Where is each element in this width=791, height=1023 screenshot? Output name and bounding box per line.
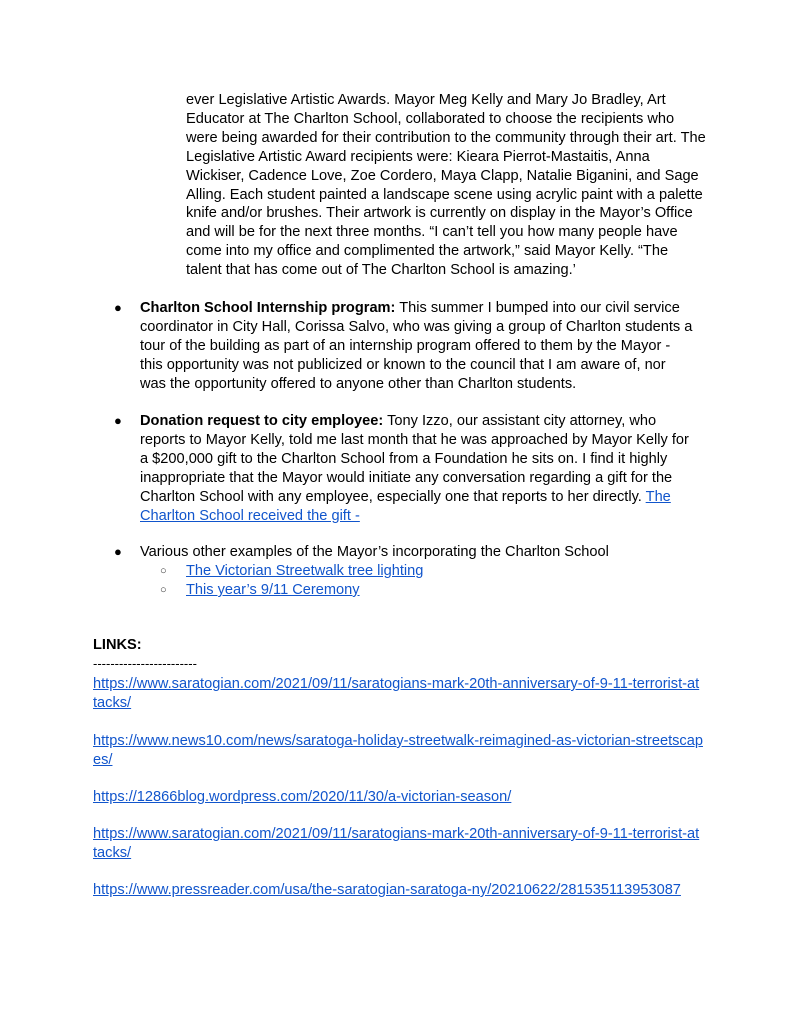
ceremony-911-link[interactable]: This year’s 9/11 Ceremony <box>186 582 360 598</box>
separator-line: ------------------------ <box>93 656 197 671</box>
bullet-internship-program <box>114 299 694 394</box>
sub-item-streetwalk <box>160 562 423 581</box>
links-heading: LINKS: <box>93 637 142 653</box>
sub-bullet-icon: ○ <box>160 565 167 577</box>
bullet-text: Various other examples of the Mayor’s incorporating the Charlton School <box>140 544 609 560</box>
bullet-heading: Charlton School Internship program: <box>140 300 396 316</box>
bullet-heading: Donation request to city employee: <box>140 413 384 429</box>
bullet-donation-request <box>114 412 694 525</box>
bullet-text: Tony Izzo, our assistant city attorney, who reports to Mayor Kelly, told me last month that he was approached by Mayor Kelly for a $200,000 gift to the Charlton School from a Foundation he sits on. I find it highly inappropriate that the Mayor would initiate any conversation regarding a gift for the Charlton School with any employee, especially one that reports to her directly. <box>140 413 689 505</box>
bullet-icon: ● <box>114 300 122 315</box>
bullet-text: This summer I bumped into our civil service coordinator in City Hall, Corissa Salvo, who was giving a group of Charlton students a tour of the building as part of an internship program offered to them by the Mayor - this opportunity was not publicized or known to the council that I am aware of, nor was the opportunity offered to anyone other than Charlton students. <box>140 300 693 392</box>
bullet-icon: ● <box>114 544 122 559</box>
bullet-icon: ● <box>114 413 122 428</box>
sub-item-ceremony <box>160 581 360 600</box>
link-saratogian-911-duplicate[interactable]: https://www.saratogian.com/2021/09/11/saratogians-mark-20th-anniversary-of-9-11-terrorist-attacks/ <box>93 826 700 861</box>
victorian-streetwalk-link[interactable]: The Victorian Streetwalk tree lighting <box>186 563 424 579</box>
sub-bullet-icon: ○ <box>160 584 167 596</box>
link-12866blog[interactable]: https://12866blog.wordpress.com/2020/11/30/a-victorian-season/ <box>93 789 512 805</box>
gift-received-link[interactable]: The Charlton School received the gift - <box>140 488 671 524</box>
link-saratogian-911[interactable]: https://www.saratogian.com/2021/09/11/saratogians-mark-20th-anniversary-of-9-11-terrorist-attacks/ <box>93 676 700 711</box>
link-news10-streetwalk[interactable]: https://www.news10.com/news/saratoga-holiday-streetwalk-reimagined-as-victorian-streetscapes/ <box>93 733 703 768</box>
bullet-other-examples <box>114 543 694 562</box>
awards-paragraph: ever Legislative Artistic Awards. Mayor Meg Kelly and Mary Jo Bradley, Art Educator at The Charlton School, collaborated to choose the recipients who were being awarded for their contribution to the community through their art. The Legislative Artistic Award recipients were: Kieara Pierrot-Mastaitis, Anna Wickiser, Cadence Love, Zoe Cordero, Maya Clapp, Natalie Biganini, and Sage Alling. Each student painted a landscape scene using acrylic paint with a palette knife and/or brushes. Their artwork is currently on display in the Mayor’s Office and will be for the next three months. “I can’t tell you how many people have come into my office and complimented the artwork,” said Mayor Kelly. “The talent that has come out of The Charlton School is amazing.’ <box>186 92 706 279</box>
link-pressreader[interactable]: https://www.pressreader.com/usa/the-saratogian-saratoga-ny/20210622/281535113953087 <box>93 882 681 898</box>
